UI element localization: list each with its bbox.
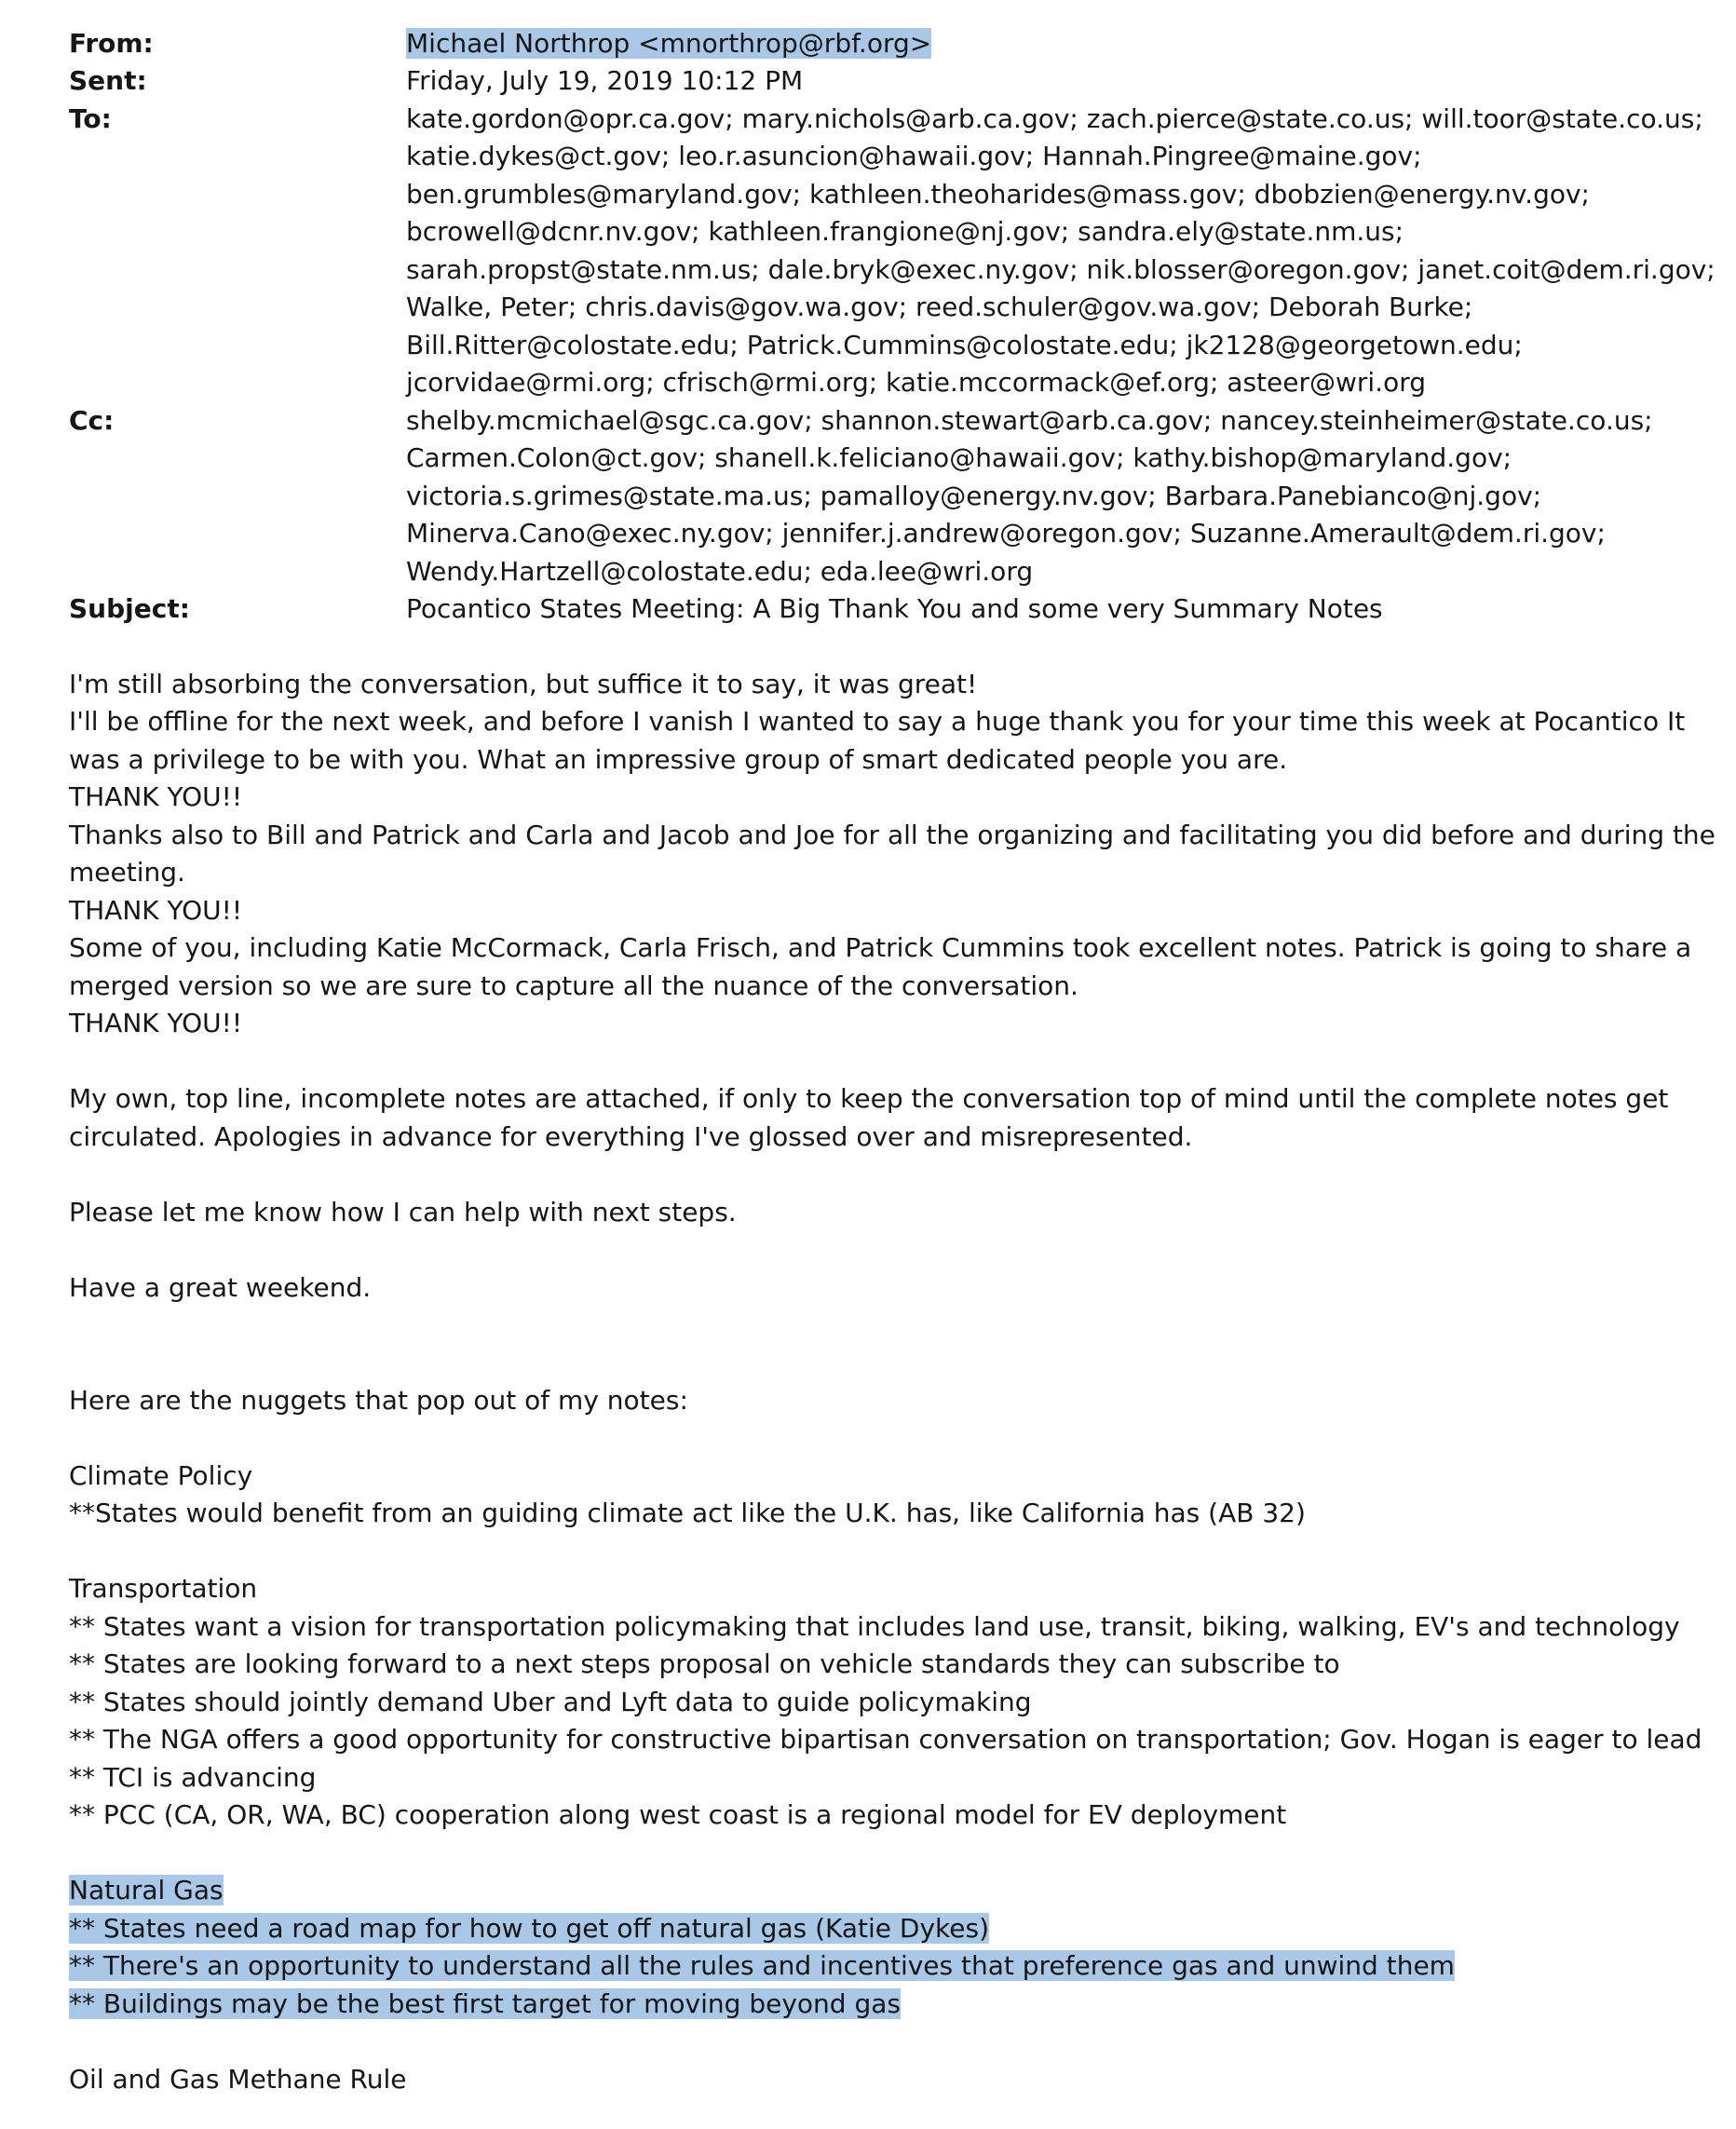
subject-value: Pocantico States Meeting: A Big Thank You and some very Summary Notes	[406, 593, 1383, 624]
cc-label: Cc:	[69, 405, 115, 436]
to-line: sarah.propst@state.nm.us; dale.bryk@exec.ny.gov; nik.blosser@oregon.gov; janet.coit@dem.ri.gov;	[406, 254, 1716, 285]
note-item: ** States want a vision for transportation policymaking that includes land use, transit, biking, walking, EV's and technology	[69, 1611, 1680, 1642]
highlighted-text: Natural Gas	[69, 1875, 224, 1905]
highlighted-text: ** States need a road map for how to get off natural gas (Katie Dykes)	[69, 1913, 990, 1944]
note-item	[69, 1910, 989, 1947]
highlighted-text: ** There's an opportunity to understand all the rules and incentives that preference gas and unwind them	[69, 1950, 1455, 1981]
body-line: Please let me know how I can help with next steps.	[69, 1197, 737, 1227]
note-item	[69, 1986, 901, 2023]
to-line: katie.dykes@ct.gov; leo.r.asuncion@hawaii.gov; Hannah.Pingree@maine.gov;	[406, 141, 1422, 171]
to-line: jcorvidae@rmi.org; cfrisch@rmi.org; katie.mccormack@ef.org; asteer@wri.org	[406, 367, 1426, 398]
section-title-climate-policy: Climate Policy	[69, 1460, 253, 1491]
from-label: From:	[69, 28, 154, 59]
subject-label: Subject:	[69, 593, 190, 624]
body-line: Have a great weekend.	[69, 1272, 372, 1303]
body-line: I'm still absorbing the conversation, but suffice it to say, it was great!	[69, 669, 978, 699]
note-item: ** The NGA offers a good opportunity for constructive bipartisan conversation on transportation; Gov. Hogan is eager to lead	[69, 1724, 1702, 1755]
cc-line: Carmen.Colon@ct.gov; shanell.k.feliciano@hawaii.gov; kathy.bishop@maryland.gov;	[406, 442, 1512, 473]
to-line: Walke, Peter; chris.davis@gov.wa.gov; reed.schuler@gov.wa.gov; Deborah Burke;	[406, 292, 1473, 322]
body-line: THANK YOU!!	[69, 1008, 243, 1038]
note-item: **States would benefit from an guiding climate act like the U.K. has, like California has (AB 32)	[69, 1498, 1306, 1528]
cc-line: shelby.mcmichael@sgc.ca.gov; shannon.stewart@arb.ca.gov; nancey.steinheimer@state.co.us;	[406, 405, 1653, 436]
cc-line: Minerva.Cano@exec.ny.gov; jennifer.j.andrew@oregon.gov; Suzanne.Amerault@dem.ri.gov;	[406, 518, 1606, 549]
cc-line: Wendy.Hartzell@colostate.edu; eda.lee@wri.org	[406, 556, 1034, 587]
highlighted-text: ** Buildings may be the best first target for moving beyond gas	[69, 1988, 901, 2019]
body-line: Thanks also to Bill and Patrick and Carla and Jacob and Joe for all the organizing and facilitating you did before and during the	[69, 820, 1716, 850]
body-line: My own, top line, incomplete notes are attached, if only to keep the conversation top of mind until the complete notes get	[69, 1083, 1669, 1114]
note-item: ** States should jointly demand Uber and Lyft data to guide policymaking	[69, 1687, 1032, 1717]
body-line: meeting.	[69, 857, 185, 888]
section-title-methane: Oil and Gas Methane Rule	[69, 2064, 407, 2095]
body-line: Here are the nuggets that pop out of my notes:	[69, 1385, 688, 1416]
note-item: ** States are looking forward to a next steps proposal on vehicle standards they can subscribe to	[69, 1648, 1340, 1679]
section-title-transportation: Transportation	[69, 1573, 258, 1604]
body-line: was a privilege to be with you. What an impressive group of smart dedicated people you are.	[69, 744, 1288, 775]
to-line: kate.gordon@opr.ca.gov; mary.nichols@arb.ca.gov; zach.pierce@state.co.us; will.toor@state.co.us;	[406, 103, 1703, 134]
note-item: ** TCI is advancing	[69, 1762, 317, 1793]
to-line: ben.grumbles@maryland.gov; kathleen.theoharides@mass.gov; dbobzien@energy.nv.gov;	[406, 179, 1590, 210]
body-line: merged version so we are sure to capture all the nuance of the conversation.	[69, 970, 1078, 1001]
body-line: THANK YOU!!	[69, 781, 243, 812]
note-item	[69, 1947, 1455, 1985]
body-line: THANK YOU!!	[69, 895, 243, 926]
note-item: ** PCC (CA, OR, WA, BC) cooperation along west coast is a regional model for EV deployment	[69, 1799, 1287, 1830]
body-line: I'll be offline for the next week, and before I vanish I wanted to say a huge thank you for your time this week at Pocantico It	[69, 706, 1686, 737]
sent-value: Friday, July 19, 2019 10:12 PM	[406, 65, 804, 96]
cc-line: victoria.s.grimes@state.ma.us; pamalloy@energy.nv.gov; Barbara.Panebianco@nj.gov;	[406, 481, 1542, 511]
from-value	[406, 25, 931, 62]
body-line: Some of you, including Katie McCormack, Carla Frisch, and Patrick Cummins took excellent notes. Patrick is going to share a	[69, 932, 1692, 963]
to-label: To:	[69, 103, 112, 134]
sent-label: Sent:	[69, 65, 147, 96]
section-title-natural-gas	[69, 1872, 224, 1909]
body-line: circulated. Apologies in advance for everything I've glossed over and misrepresented.	[69, 1121, 1193, 1152]
to-line: bcrowell@dcnr.nv.gov; kathleen.frangione@nj.gov; sandra.ely@state.nm.us;	[406, 216, 1404, 247]
to-line: Bill.Ritter@colostate.edu; Patrick.Cummins@colostate.edu; jk2128@georgetown.edu;	[406, 330, 1523, 360]
from-value-highlighted: Michael Northrop <mnorthrop@rbf.org>	[406, 28, 932, 59]
